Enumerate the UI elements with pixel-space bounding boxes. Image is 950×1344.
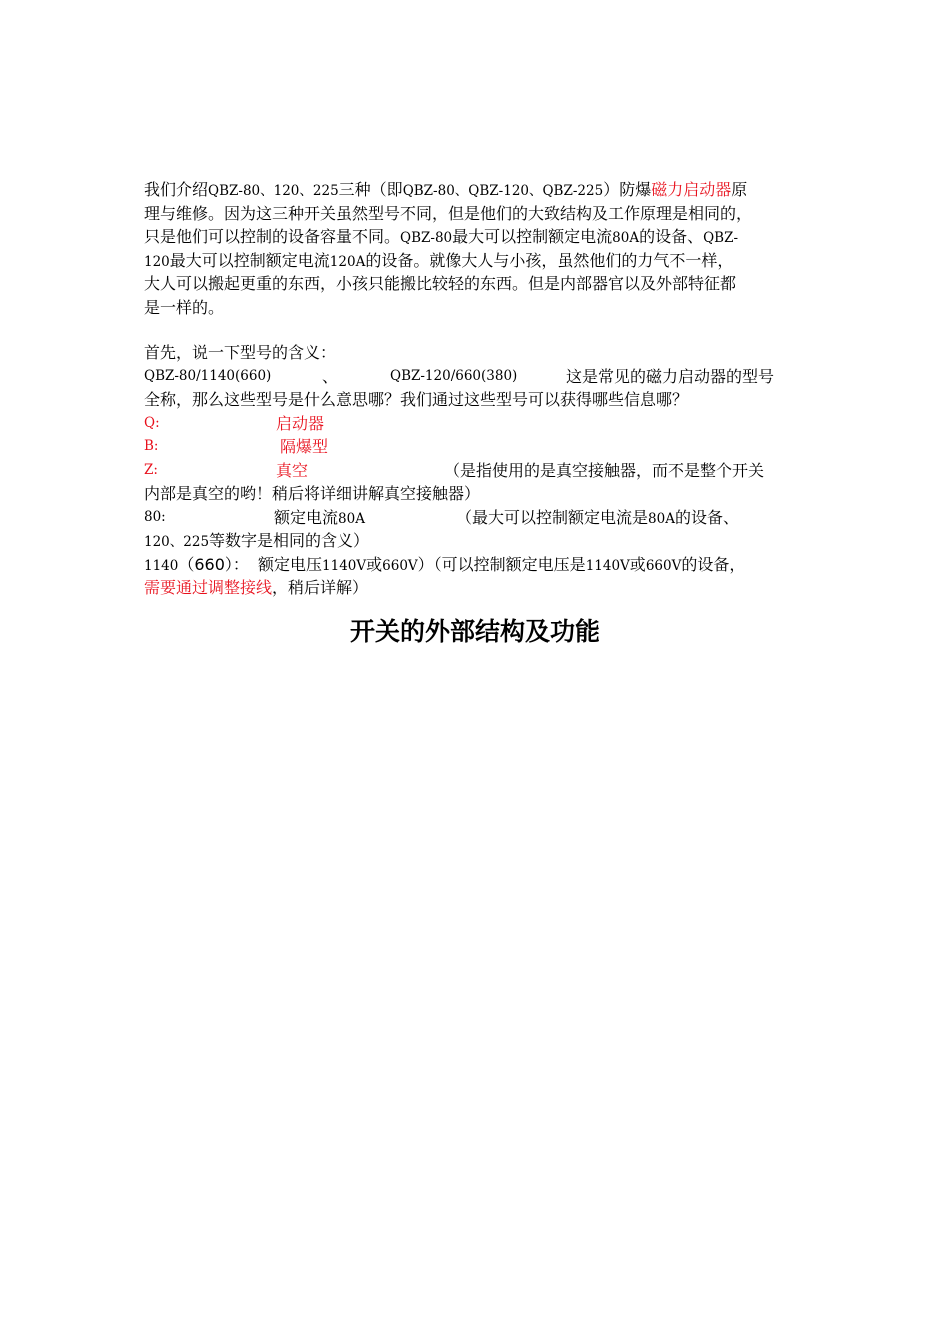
intro-text: 只是他们可以控制的设备容量不同。: [144, 227, 401, 246]
value-ref: 120A: [329, 253, 366, 270]
def-value: [258, 553, 745, 579]
model-paragraph: [144, 341, 808, 412]
def-key: B:: [144, 438, 159, 454]
highlight-term: 磁力启动器: [651, 180, 732, 199]
intro-text: 的设备、: [639, 227, 704, 246]
model-ref: QBZ-120/660(380): [390, 367, 518, 384]
intro-line-6: 是一样的。: [144, 297, 225, 317]
intro-line-5: 大人可以搬起更重的东西，小孩只能搬比较轻的东西。但是内部器官以及外部特征都: [144, 274, 737, 293]
value-ref: 660V: [645, 557, 682, 574]
section-title: 开关的外部结构及功能: [349, 617, 600, 646]
intro-line-4: [144, 249, 808, 273]
intro-text: ）防爆: [603, 180, 652, 199]
def-value: 启动器: [276, 413, 325, 433]
value-ref: 120、225: [144, 534, 210, 550]
intro-paragraph: [144, 178, 808, 319]
def-note-text: 或: [629, 554, 646, 574]
def-note-text: （最大可以控制额定电流是: [456, 507, 649, 527]
model-ref: QBZ-80、120、225: [208, 183, 339, 199]
def-value: 真空: [276, 460, 309, 480]
intro-text: 原: [731, 180, 748, 199]
def-key-text: （660）：: [178, 554, 249, 574]
intro-line-2: 理与维修。因为这三种开关虽然型号不同，但是他们的大致结构及工作原理是相同的，: [144, 203, 753, 223]
value-ref: 1140: [144, 557, 179, 574]
intro-line-3: [144, 225, 808, 249]
def-key: 80:: [144, 508, 166, 525]
def-note-text: 等数字是相同的含义）: [209, 531, 370, 550]
def-voltage-line2: [144, 576, 808, 600]
model-ref: QBZ-: [703, 230, 739, 246]
value-ref: 1140V: [585, 557, 630, 574]
def-note: （是指使用的是真空接触器，而不是整个开关: [444, 460, 765, 480]
def-value-text: 额定电流: [274, 507, 339, 527]
def-note-text: 的设备，: [681, 554, 746, 574]
def-value-text: 额定电压: [258, 554, 323, 574]
def-key: Q:: [144, 414, 160, 431]
intro-text: 最大可以控制额定电流: [169, 250, 330, 270]
def-key: [144, 553, 249, 579]
definitions: [144, 412, 808, 600]
model-lead: 首先，说一下型号的含义：: [144, 343, 337, 362]
model-line-1: [144, 365, 808, 389]
value-ref: 80A: [612, 230, 640, 246]
model-ref: QBZ-80、QBZ-120、QBZ-225: [402, 183, 604, 199]
def-value: [274, 506, 365, 532]
highlight-term: 需要通过调整接线: [144, 578, 273, 597]
intro-text: 的设备。就像大人与小孩，虽然他们的力气不一样，: [365, 250, 734, 270]
model-text: 这是常见的磁力启动器的型号: [566, 366, 775, 386]
model-ref: QBZ-80/1140(660): [144, 367, 272, 384]
def-b: [144, 435, 808, 459]
separator: 、: [322, 366, 339, 386]
def-80: [144, 506, 808, 530]
def-value-text: 或: [366, 554, 383, 574]
intro-text: 三种（即: [338, 180, 403, 199]
model-ref: 120: [144, 253, 170, 270]
intro-line-1: [144, 178, 808, 202]
def-z: [144, 459, 808, 483]
intro-text: 最大可以控制额定电流: [452, 227, 613, 246]
def-80-line2: [144, 529, 808, 553]
def-note-text: ）（可以控制额定电压是: [417, 554, 586, 574]
intro-text: 我们介绍: [144, 180, 209, 199]
model-ref: QBZ-80: [400, 230, 453, 246]
def-key: Z:: [144, 461, 158, 478]
def-q: [144, 412, 808, 436]
document-body: [144, 178, 808, 600]
value-ref: 1140V: [322, 557, 367, 574]
def-note-text: ，稍后详解）: [272, 578, 369, 597]
def-z-line2: 内部是真空的哟！稍后将详细讲解真空接触器）: [144, 484, 481, 503]
value-ref: 660V: [382, 557, 418, 574]
def-value: 隔爆型: [280, 437, 329, 456]
def-note: [456, 506, 739, 532]
model-line-2: 全称，那么这些型号是什么意思哪？我们通过这些型号可以获得哪些信息哪？: [144, 390, 689, 409]
value-ref: 80A: [338, 510, 365, 527]
def-voltage: [144, 553, 808, 577]
def-note-text: 的设备、: [674, 507, 739, 527]
value-ref: 80A: [648, 510, 675, 527]
